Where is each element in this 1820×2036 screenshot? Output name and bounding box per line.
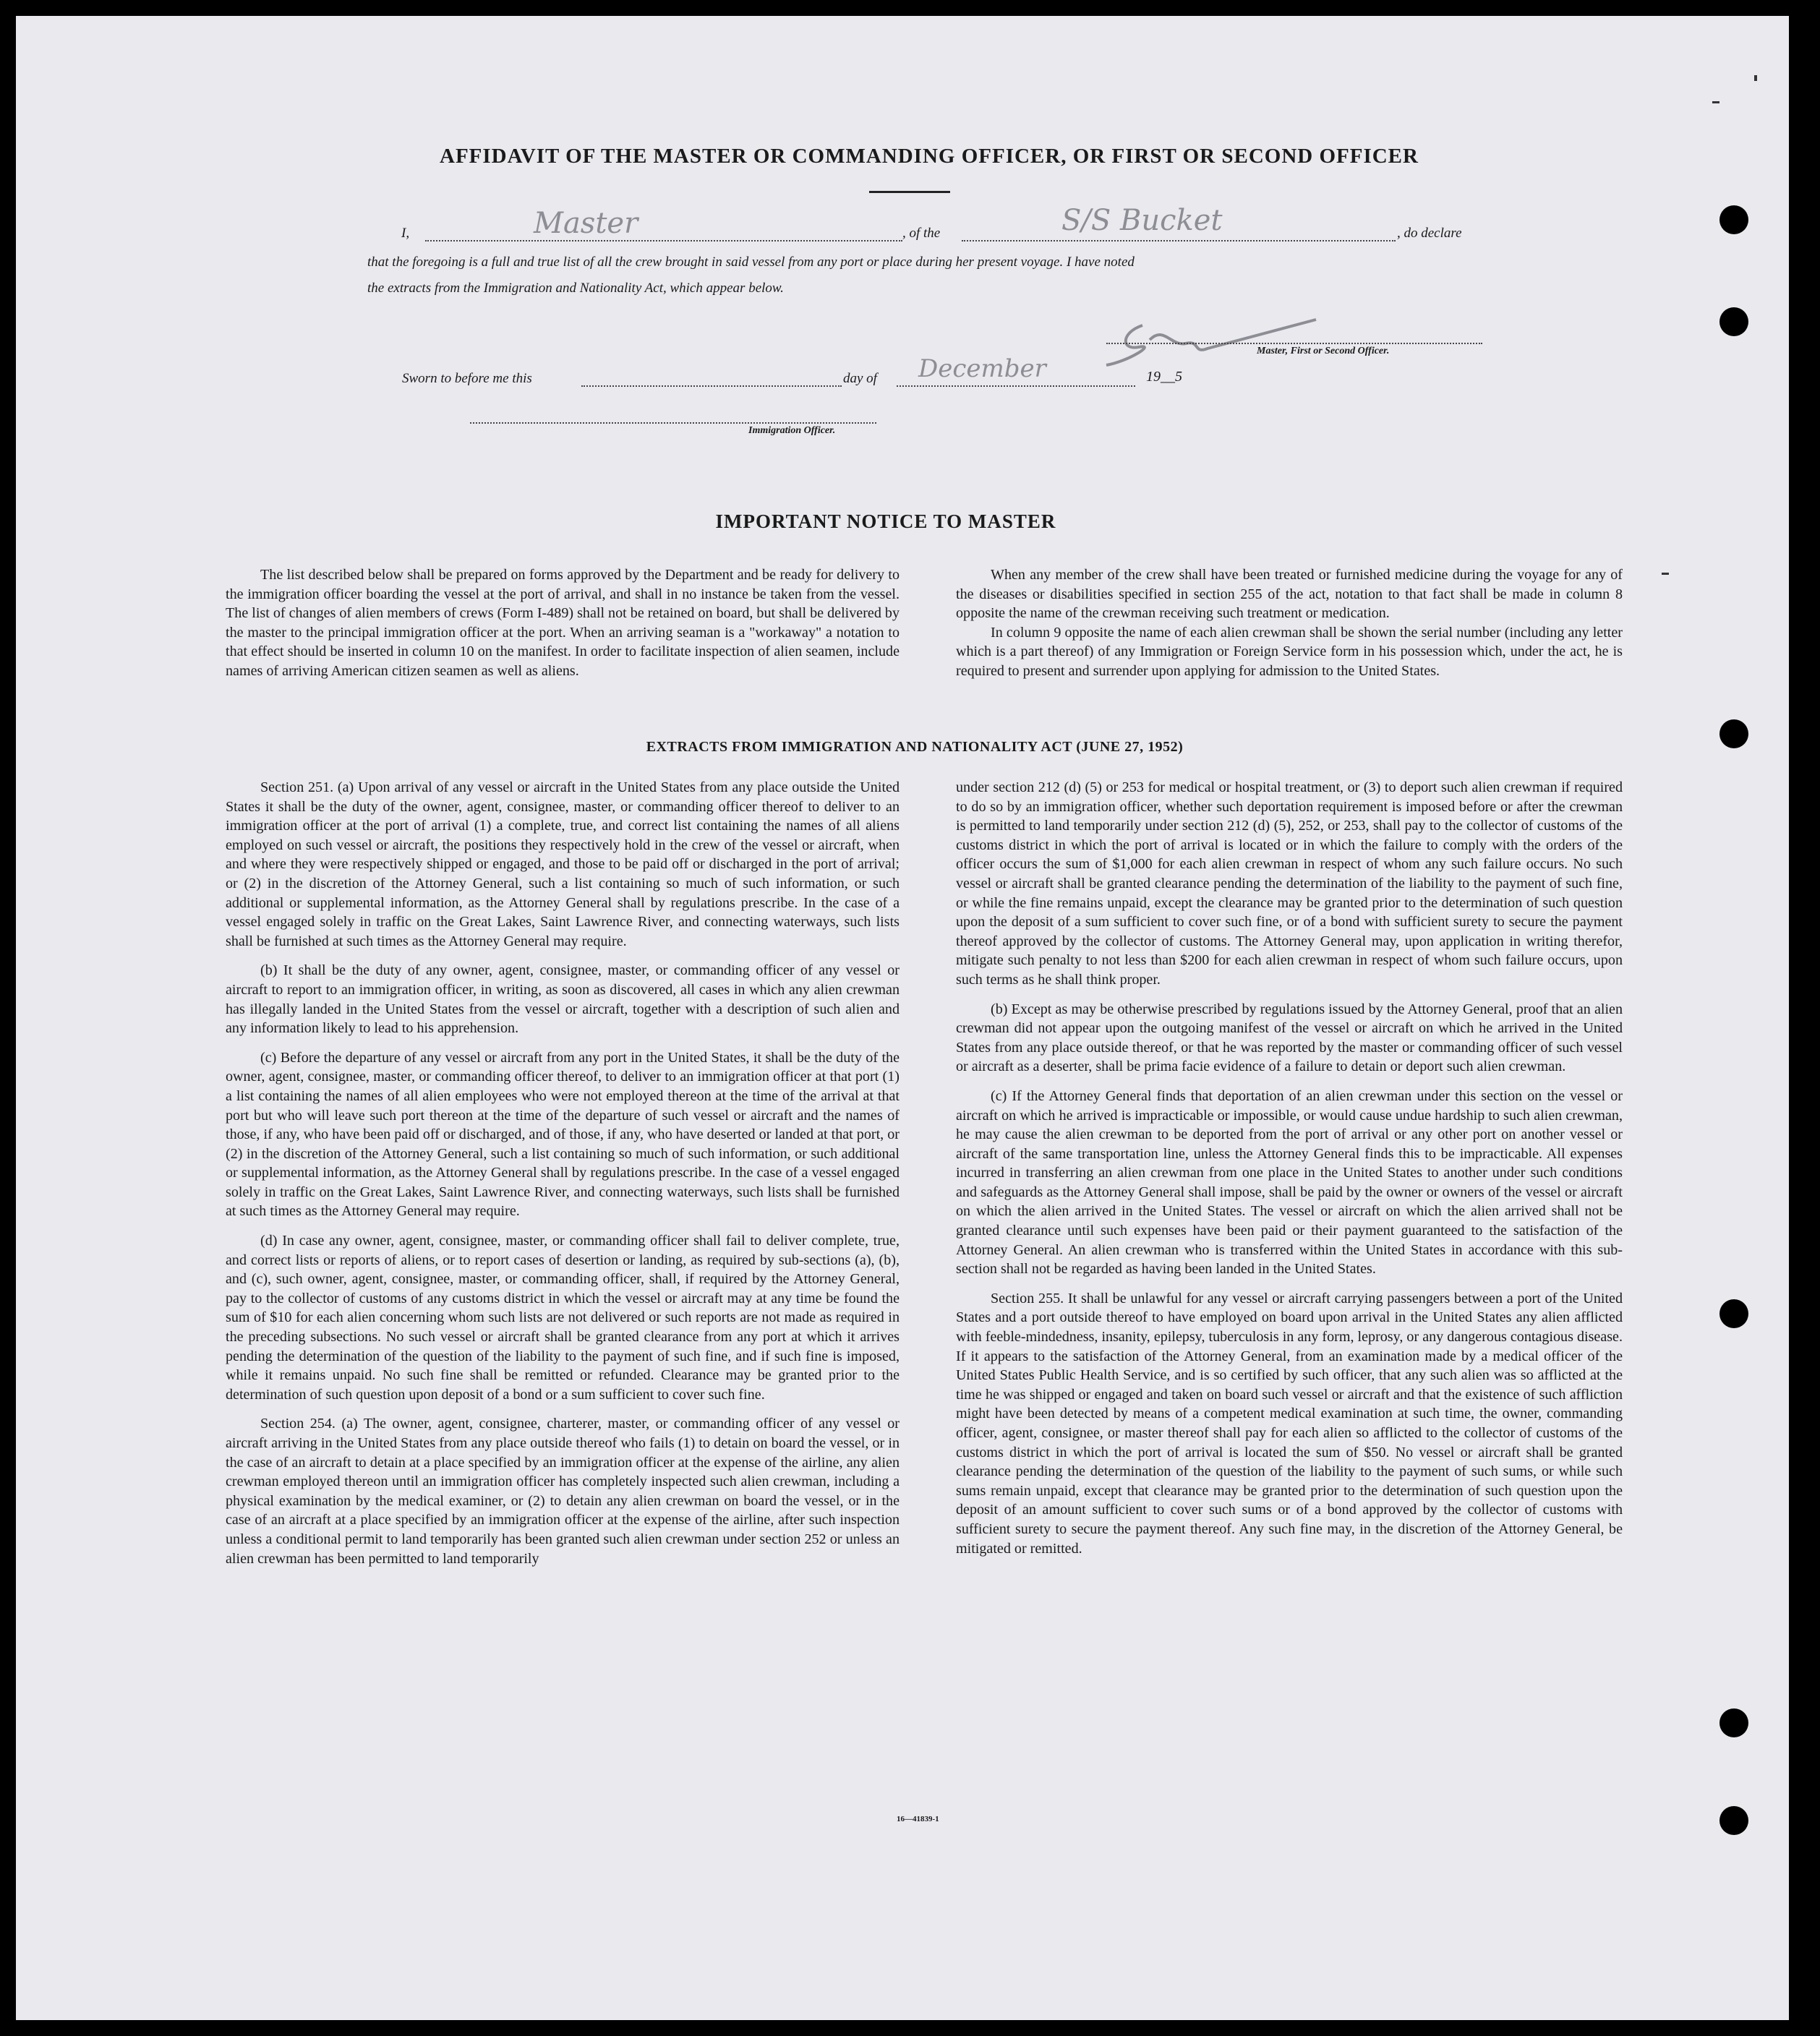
title-divider: [869, 191, 950, 193]
binder-hole: [1719, 205, 1748, 234]
immigration-officer-caption: Immigration Officer.: [748, 425, 836, 436]
affidavit-statement-line-1: that the foregoing is a full and true list of all the crew brought in said vessel from any port or place during her present voyage. I have noted: [367, 254, 1135, 270]
sworn-month-line: [897, 385, 1135, 387]
extract-paragraph: (b) It shall be the duty of any owner, agent, consignee, master, or commanding officer of any vessel or aircraft to report to an immigration officer, in writing, as soon as discovered, all cases in which any alien crewman has illegally landed in the United States from the vessel or aircraft, together with a description of such alien and any information likely to lead to his apprehension.: [226, 962, 900, 1037]
sworn-label: Sworn to before me this: [402, 371, 532, 386]
extract-paragraph: under section 212 (d) (5) or 253 for medical or hospital treatment, or (3) to deport such alien crewman if required to do so by an immigration officer, whether such deportation requirement is imposed before or after the crewman is permitted to land temporarily under section 212 (d) (5), 252, or 253, shall pay to the collector of customs of the customs district in which the port of arrival is located or in which the failure to comply with the orders of the officer occurs the sum of $1,000 for each alien crewman in respect of whom any such failure occurs. No such vessel or aircraft shall be granted clearance pending the determination of the liability to the payment of such fine, or while the fine remains unpaid, except the clearance may be granted prior to the determination of such question upon the deposit of a sum sufficient to cover such fine, or of a bond with sufficient surety to secure the payment thereof approved by the collector of customs. The Attorney General may, upon application in writing therefor, mitigate such penalty to not less than $200 for each alien crewman in respect of whom such failure occurs, upon such terms as he shall think proper.: [956, 779, 1623, 988]
immigration-officer-line: [470, 422, 876, 424]
extract-paragraph: Section 255. It shall be unlawful for any vessel or aircraft carrying passengers between a port of the United States and a port outside thereof to have employed on board upon arrival in the United States any alien afflicted with feeble-mindedness, insanity, epilepsy, tuberculosis in any form, leprosy, or any dangerous contagious disease. If it appears to the satisfaction of the Attorney General, from an examination made by a medical officer of the United States Public Health Service, and is so certified by such officer, that any such alien was so afflicted at the time he was shipped or engaged and taken on board such vessel or aircraft and that the existence of such affliction might have been detected by means of a competent medical examination at such time, the owner, commanding officer, agent, consignee, or master thereof shall pay for each alien so afflicted to the collector of customs of the customs district in which the port of arrival is located the sum of $50. No vessel or aircraft shall be granted clearance pending the determination of the question of the liability to the payment of such sums, or while such sums remain unpaid, except that clearance may be granted prior to the determination of such question upon the deposit of an amount sufficient to cover such sums or of a bond approved by the collector of customs with sufficient surety to secure the payment thereof. Any such fine may, in the discretion of the Attorney General, be mitigated or remitted.: [956, 1290, 1623, 1557]
form-number: 16—41839-1: [897, 1815, 939, 1823]
extract-paragraph: Section 251. (a) Upon arrival of any vessel or aircraft in the United States from any place outside the United States it shall be the duty of the owner, agent, consignee, master, or commanding officer thereof to deliver to an immigration officer at the port of arrival (1) a complete, true, and correct list containing the names of all aliens employed on such vessel or aircraft, the positions they respectively hold in the crew of the vessel or aircraft, when and where they were respectively shipped or engaged, and those to be paid off or discharged in the port of arrival; or (2) in the discretion of the Attorney General, such a list containing so much of such information, or such additional or supplemental information, as the Attorney General shall by regulations prescribe. In the case of a vessel engaged solely in traffic on the Great Lakes, Saint Lawrence River, and connecting waterways, such lists shall be furnished at such times as the Attorney General may require.: [226, 779, 900, 949]
declarant-prefix: I,: [401, 226, 410, 241]
notice-paragraph: The list described below shall be prepared on forms approved by the Department and be ready for delivery to the immigration officer boarding the vessel at the port of arrival, and shall in no instance be taken from the vessel. The list of changes of alien members of crews (Form I-489) shall not be retained on board, but shall be delivered by the master to the principal immigration officer at the port. When an arriving seaman is a "workaway" a notation to that effect should be inserted in column 10 on the manifest. In order to facilitate inspection of alien seamen, include names of arriving American citizen seamen as well as aliens.: [226, 567, 900, 679]
signature-caption: Master, First or Second Officer.: [1257, 346, 1390, 356]
declare-label: , do declare: [1397, 226, 1462, 241]
sworn-month: December: [918, 354, 1046, 383]
sworn-day-line: [581, 385, 842, 387]
notice-left-column: [226, 565, 900, 681]
notice-paragraph: When any member of the crew shall have been treated or furnished medicine during the voyage for any of the diseases or disabilities specified in section 255 of the act, notation to that fact shall be made in column 8 opposite the name of the crewman receiving such treatment or medication.: [956, 567, 1623, 622]
extract-paragraph: (c) If the Attorney General finds that deportation of an alien crewman under this section on the vessel or aircraft on which he arrived is impracticable or impossible, or would cause undue hardship to such alien crewman, he may cause the alien crewman to be deported from the port of arrival or any other port on another vessel or aircraft of the same transportation line, unless the Attorney General finds this to be impracticable. All expenses incurred in transferring an alien crewman from one place in the United States to another under such conditions and safeguards as the Attorney General shall impose, shall be paid by the owner or owners of the vessel or aircraft on which the alien arrived in the United States. The vessel or aircraft on which the alien arrived shall not be granted clearance until such expenses have been paid or their payment guaranteed to the satisfaction of the Attorney General. An alien crewman who is transferred within the United States in accordance with this sub-section shall not be regarded as having been landed in the United States.: [956, 1087, 1623, 1278]
officer-signature: [1099, 304, 1330, 369]
signature-line: [1106, 343, 1482, 344]
edge-mark: [1754, 75, 1757, 81]
affidavit-statement-line-2: the extracts from the Immigration and Nationality Act, which appear below.: [367, 281, 784, 296]
binder-hole: [1719, 1708, 1748, 1737]
extract-paragraph: Section 254. (a) The owner, agent, consignee, charterer, master, or commanding officer of any vessel or aircraft arriving in the United States from any place outside thereof who fails (1) to detain on board the vessel, or in the case of an aircraft to detain at a place specified by an immigration officer at the expense of the airline, any alien crewman employed thereon until an immigration officer has completely inspected such alien crewman, including a physical examination by the medical examiner, or (2) to detain any alien crewman on board the vessel, or in the case of an aircraft at a place specified by an immigration officer at the expense of the airline, after such inspection unless a conditional permit to land temporarily has been granted such alien crewman under section 252 or unless an alien crewman has been permitted to land temporarily: [226, 1416, 900, 1567]
edge-mark: [1662, 573, 1669, 575]
sworn-year: 19__5: [1146, 369, 1182, 385]
notice-paragraph: In column 9 opposite the name of each alien crewman shall be shown the serial number (including any letter which is a part thereof) of any Immigration or Foreign Service form in his possession which, under the act, he is required to present and surrender upon applying for admission to the United States.: [956, 624, 1623, 679]
extract-paragraph: (d) In case any owner, agent, consignee, master, or commanding officer shall fail to deliver complete, true, and correct lists or reports of aliens, or to report cases of desertion or landing, as required by sub-sections (a), (b), and (c), such owner, agent, consignee, master, or commanding officer, shall, if required by the Attorney General, pay to the collector of customs of any customs district in which the vessel or aircraft may at any time be found the sum of $10 for each alien concerning whom such lists are not delivered or such reports are not made as required in the preceding subsections. No such vessel or aircraft shall be granted clearance from any port at which it arrives pending the determination of the question of the liability to the payment of such fine, and if such fine is imposed, while it remains unpaid. No such fine shall be remitted or refunded. Clearance may be granted prior to the determination of such question upon deposit of a bond or a sum sufficient to cover such fine.: [226, 1233, 900, 1403]
extracts-right-column: [956, 778, 1623, 1558]
notice-title: IMPORTANT NOTICE TO MASTER: [715, 510, 1056, 532]
binder-hole: [1719, 719, 1748, 748]
day-of-label: day of: [843, 371, 877, 386]
notice-right-column: [956, 565, 1623, 681]
of-the-label: , of the: [902, 226, 941, 241]
extracts-left-column: [226, 778, 900, 1568]
vessel-name-line: [962, 240, 1396, 241]
binder-hole: [1719, 1806, 1748, 1835]
declarant-name: Master: [534, 207, 638, 240]
edge-mark: [1712, 101, 1719, 103]
binder-hole: [1719, 307, 1748, 336]
binder-hole: [1719, 1299, 1748, 1328]
extract-paragraph: (b) Except as may be otherwise prescribed by regulations issued by the Attorney General, proof that an alien crewman did not appear upon the outgoing manifest of the vessel or aircraft on which he arrived in the United States from any place outside thereof, or that he was reported by the master or commanding officer of such vessel or aircraft as a deserter, shall be prima facie evidence of a failure to detain or deport such alien crewman.: [956, 1001, 1623, 1075]
declarant-name-line: [425, 240, 902, 241]
affidavit-title: AFFIDAVIT OF THE MASTER OR COMMANDING OFFICER, OR FIRST OR SECOND OFFICER: [440, 145, 1419, 168]
extracts-title: EXTRACTS FROM IMMIGRATION AND NATIONALITY ACT (JUNE 27, 1952): [646, 739, 1184, 755]
extract-paragraph: (c) Before the departure of any vessel or aircraft from any port in the United States, it shall be the duty of the owner, agent, consignee, master, or commanding officer thereof, to deliver to an immigration officer at that port (1) a list containing the names of all alien employees who were not employed thereon at the time of the arrival at that port but who will leave such port thereon at the time of the departure of such vessel or aircraft and the names of those, if any, who have been paid off or discharged, and of those, if any, who have deserted or landed at that port, or (2) in the discretion of the Attorney General, such a list containing so much of such information, or such additional or supplemental information, as the Attorney General shall by regulations prescribe. In the case of a vessel engaged solely in traffic on the Great Lakes, Saint Lawrence River, and connecting waterways, such lists shall be furnished at such times as the Attorney General may require.: [226, 1049, 900, 1220]
vessel-name: S/S Bucket: [1061, 204, 1223, 237]
